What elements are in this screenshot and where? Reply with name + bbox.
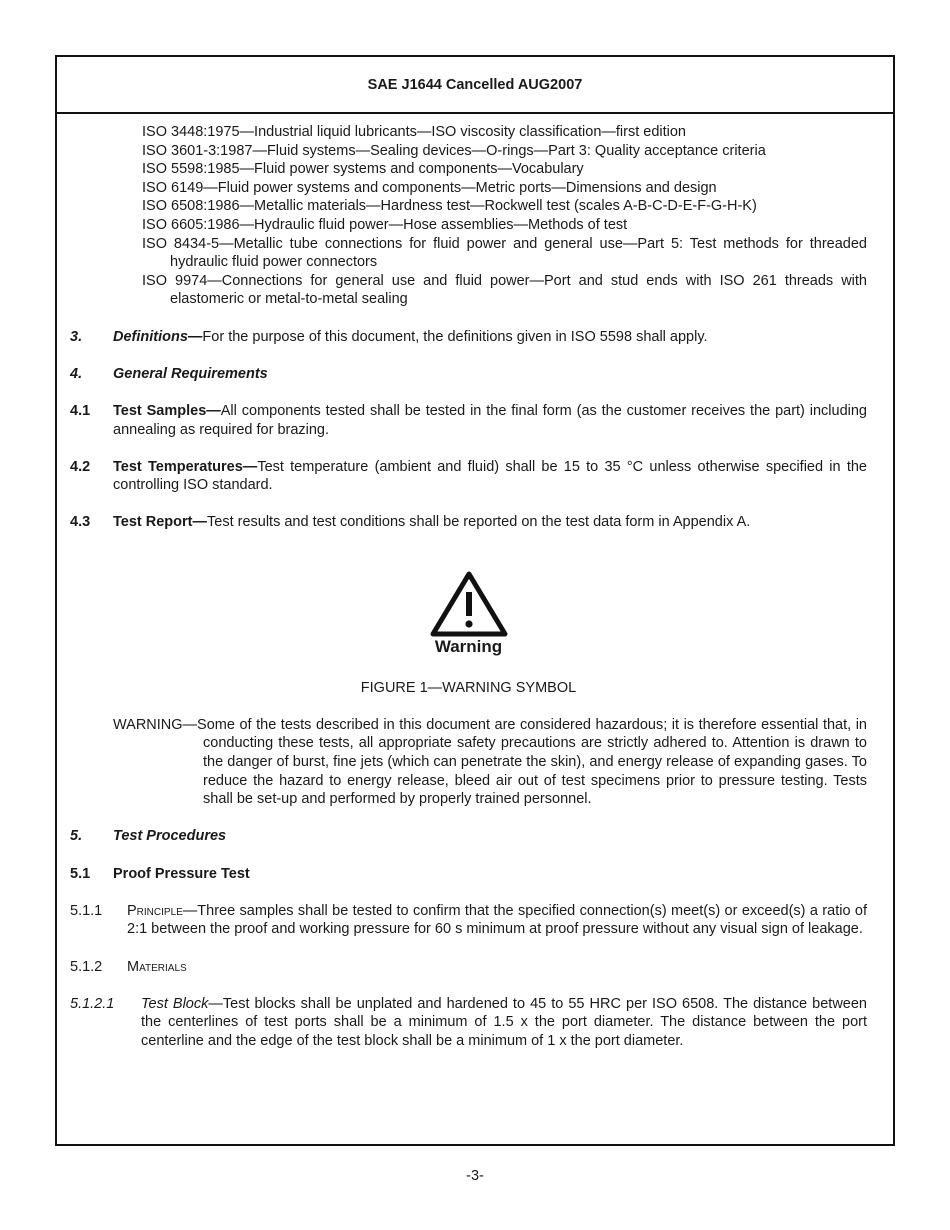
section-title: Materials bbox=[127, 958, 187, 975]
reference-item: ISO 5598:1985—Fluid power systems and components—Vocabulary bbox=[142, 161, 584, 178]
page-frame bbox=[55, 55, 895, 1146]
section-number: 4.3 bbox=[70, 514, 91, 531]
figure-caption: FIGURE 1—WARNING SYMBOL bbox=[360, 679, 577, 696]
section-title: Definitions— bbox=[113, 328, 203, 345]
document-body bbox=[70, 123, 867, 1051]
section-4-1 bbox=[70, 402, 867, 439]
section-number: 4.1 bbox=[70, 402, 91, 419]
reference-item: ISO 9974—Connections for general use and fluid power—Port and stud ends with ISO 261 threads with elastomeric or metal-to-metal sealing bbox=[142, 272, 867, 308]
section-number: 5.1.1 bbox=[70, 902, 103, 919]
reference-item: ISO 8434-5—Metallic tube connections for fluid power and general use—Part 5: Test methods for threaded hydraulic fluid power connectors bbox=[142, 235, 867, 271]
section-4-2 bbox=[70, 458, 867, 495]
section-3 bbox=[70, 328, 867, 347]
section-5 bbox=[70, 827, 867, 846]
section-title: Test Temperatures— bbox=[113, 458, 258, 475]
section-5-1-2-1 bbox=[70, 995, 867, 1051]
section-4-3 bbox=[70, 513, 867, 532]
section-title: Principle bbox=[127, 902, 183, 919]
document-title: SAE J1644 Cancelled AUG2007 bbox=[367, 76, 583, 93]
section-title: Test Block bbox=[141, 995, 209, 1012]
section-title: Proof Pressure Test bbox=[113, 865, 250, 882]
section-4 bbox=[70, 365, 867, 384]
section-title: Test Report— bbox=[113, 514, 207, 531]
section-text: For the purpose of this document, the definitions given in ISO 5598 shall apply. bbox=[202, 328, 708, 345]
reference-list bbox=[70, 123, 867, 309]
section-number: 4. bbox=[70, 365, 83, 382]
section-text: Test results and test conditions shall be reported on the test data form in Appendix A. bbox=[207, 514, 751, 531]
section-5-1-1 bbox=[70, 902, 867, 939]
section-title: Test Procedures bbox=[113, 828, 227, 845]
section-text: Test temperature (ambient and fluid) shall be 15 to 35 °C unless otherwise specified in the controlling ISO standard. bbox=[113, 458, 867, 494]
section-number: 5.1.2.1 bbox=[70, 995, 115, 1012]
warning-paragraph: WARNING—Some of the tests described in this document are considered hazardous; it is therefore essential that, in conducting these tests, all appropriate safety precautions are strictly adhered to. Attention is drawn to the danger of burst, fine jets (which can penetrate the skin), and energy release of expanding gases. To reduce the hazard to energy release, bleed air out of test specimens prior to pressure testing. Tests shall be set-up and performed by properly trained personnel. bbox=[113, 716, 867, 808]
section-number: 4.2 bbox=[70, 458, 91, 475]
reference-item: ISO 3448:1975—Industrial liquid lubricants—ISO viscosity classification—first edition bbox=[142, 124, 686, 140]
reference-item: ISO 6605:1986—Hydraulic fluid power—Hose assemblies—Methods of test bbox=[142, 216, 628, 233]
reference-item: ISO 6149—Fluid power systems and components—Metric ports—Dimensions and design bbox=[142, 179, 717, 196]
reference-item: ISO 3601-3:1987—Fluid systems—Sealing devices—O-rings—Part 3: Quality acceptance criteria bbox=[142, 142, 766, 159]
section-title: General Requirements bbox=[113, 365, 268, 382]
figure-1 bbox=[70, 570, 867, 697]
warning-symbol-label: Warning bbox=[434, 637, 503, 657]
section-5-1 bbox=[70, 865, 867, 884]
section-number: 5. bbox=[70, 828, 83, 845]
section-number: 3. bbox=[70, 328, 83, 345]
section-title: Test Samples— bbox=[113, 402, 221, 419]
section-text: All components tested shall be tested in the final form (as the customer receives the part) including annealing as required for brazing. bbox=[113, 402, 867, 438]
reference-item: ISO 6508:1986—Metallic materials—Hardness test—Rockwell test (scales A-B-C-D-E-F-G-H-K) bbox=[142, 198, 757, 215]
section-text: —Three samples shall be tested to confirm that the specified connection(s) meet(s) or exceed(s) a ratio of 2:1 between the proof and working pressure for 60 s minimum at proof pressure without any visual sign of leakage. bbox=[127, 902, 867, 938]
section-number: 5.1.2 bbox=[70, 958, 103, 975]
document-header bbox=[57, 57, 893, 114]
section-number: 5.1 bbox=[70, 865, 91, 882]
warning-triangle-icon bbox=[429, 570, 509, 640]
page-number: -3- bbox=[466, 1168, 484, 1184]
section-5-1-2 bbox=[70, 958, 867, 977]
section-text: —Test blocks shall be unplated and hardened to 45 to 55 HRC per ISO 6508. The distance between the centerlines of test ports shall be a minimum of 1.5 x the port diameter. The distance between the port centerline and the edge of the test block shall be a minimum of 1 x the port diameter. bbox=[141, 995, 867, 1049]
